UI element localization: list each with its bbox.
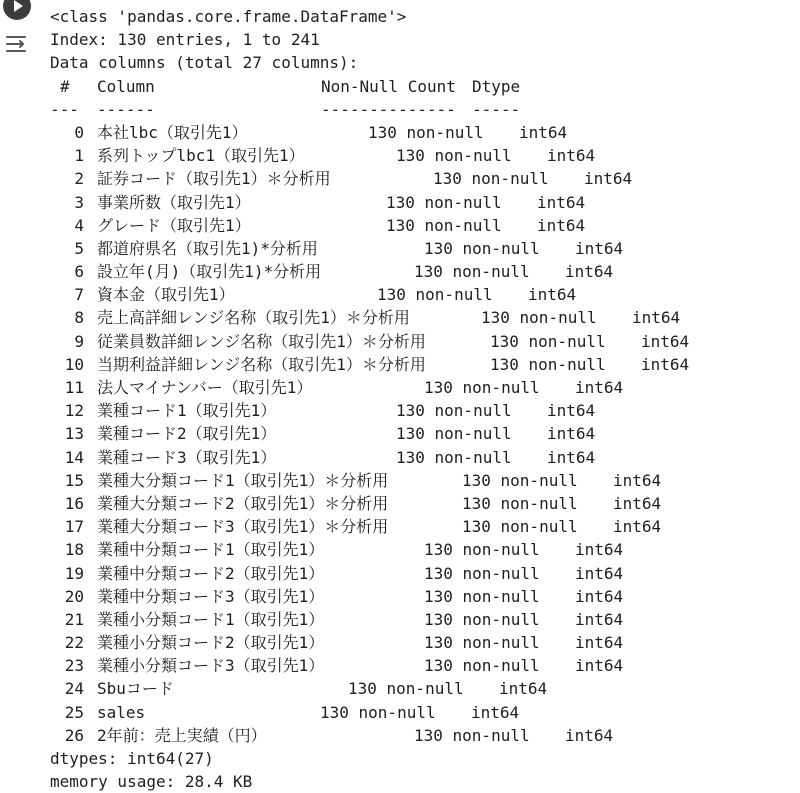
row-index: 21 xyxy=(64,609,84,629)
row-nonnull-count: 130 non-null xyxy=(424,586,540,606)
column-row xyxy=(50,399,800,422)
row-index: 24 xyxy=(64,679,84,699)
row-nonnull-count: 130 non-null xyxy=(490,331,606,351)
row-column-name: 業種コード2（取引先1） xyxy=(97,424,277,444)
output-actions-icon xyxy=(5,33,31,57)
row-nonnull-count: 130 non-null xyxy=(424,563,540,583)
row-dtype: int64 xyxy=(565,262,614,282)
row-dtype: int64 xyxy=(613,493,662,513)
columns-summary-line: Data columns (total 27 columns): xyxy=(50,53,359,73)
column-row xyxy=(50,121,800,144)
row-column-name: 売上高詳細レンジ名称（取引先1）＊分析用 xyxy=(97,308,410,328)
separator-nonnull: -------------- xyxy=(321,99,456,119)
row-dtype: int64 xyxy=(632,308,681,328)
column-row xyxy=(50,585,800,608)
row-nonnull-count: 130 non-null xyxy=(424,238,540,258)
row-dtype: int64 xyxy=(575,586,624,606)
row-index: 13 xyxy=(64,424,84,444)
column-row xyxy=(50,562,800,585)
row-column-name: グレード（取引先1） xyxy=(97,215,251,235)
index-line: Index: 130 entries, 1 to 241 xyxy=(50,30,320,50)
row-column-name: 証券コード（取引先1）＊分析用 xyxy=(97,169,331,189)
row-nonnull-count: 130 non-null xyxy=(424,656,540,676)
column-row xyxy=(50,515,800,538)
row-nonnull-count: 130 non-null xyxy=(377,285,493,305)
row-column-name: 2年前：売上実績（円） xyxy=(97,725,267,745)
column-row xyxy=(50,677,800,700)
row-index: 14 xyxy=(64,447,84,467)
table-separator xyxy=(50,98,800,121)
row-index: 9 xyxy=(74,331,84,351)
column-row xyxy=(50,446,800,469)
row-dtype: int64 xyxy=(528,285,577,305)
dtypes-line: dtypes: int64(27) xyxy=(50,749,214,768)
row-index: 16 xyxy=(64,493,84,513)
row-index: 19 xyxy=(64,563,84,583)
separator-column: ------ xyxy=(97,99,155,119)
row-column-name: 業種小分類コード2（取引先1） xyxy=(97,633,325,653)
row-index: 10 xyxy=(64,354,84,374)
row-nonnull-count: 130 non-null xyxy=(433,169,549,189)
row-dtype: int64 xyxy=(547,424,596,444)
row-column-name: 業種中分類コード1（取引先1） xyxy=(97,540,325,560)
row-column-name: 業種大分類コード3（取引先1）＊分析用 xyxy=(97,517,389,537)
row-index: 22 xyxy=(64,633,84,653)
row-dtype: int64 xyxy=(547,146,596,166)
column-row xyxy=(50,608,800,631)
column-row xyxy=(50,260,800,283)
row-dtype: int64 xyxy=(537,192,586,212)
column-row xyxy=(50,237,800,260)
row-column-name: 事業所数（取引先1） xyxy=(97,192,251,212)
row-index: 18 xyxy=(64,540,84,560)
row-column-name: 系列トップlbc1（取引先1） xyxy=(97,146,305,166)
row-column-name: Sbuコード xyxy=(97,679,174,699)
column-row xyxy=(50,191,800,214)
row-nonnull-count: 130 non-null xyxy=(424,540,540,560)
row-nonnull-count: 130 non-null xyxy=(424,609,540,629)
column-row xyxy=(50,631,800,654)
row-column-name: 法人マイナンバー（取引先1） xyxy=(97,378,313,397)
row-column-name: 業種大分類コード1（取引先1）＊分析用 xyxy=(97,470,389,490)
row-dtype: int64 xyxy=(584,169,633,189)
row-dtype: int64 xyxy=(575,563,624,583)
row-nonnull-count: 130 non-null xyxy=(462,470,578,490)
row-nonnull-count: 130 non-null xyxy=(481,308,597,328)
row-nonnull-count: 130 non-null xyxy=(396,447,512,467)
column-row xyxy=(50,492,800,515)
row-nonnull-count: 130 non-null xyxy=(414,725,530,745)
separator-dtype: ----- xyxy=(472,99,521,119)
row-dtype: int64 xyxy=(575,540,624,560)
run-cell-button[interactable] xyxy=(3,0,31,20)
row-nonnull-count: 130 non-null xyxy=(386,215,502,235)
row-dtype: int64 xyxy=(547,401,596,421)
row-nonnull-count: 130 non-null xyxy=(320,702,436,722)
row-index: 20 xyxy=(64,586,84,606)
row-dtype: int64 xyxy=(613,517,662,537)
row-index: 1 xyxy=(74,146,84,166)
column-row xyxy=(50,724,800,747)
column-rows xyxy=(50,121,800,747)
row-dtype: int64 xyxy=(641,331,690,351)
row-nonnull-count: 130 non-null xyxy=(424,378,540,397)
column-row xyxy=(50,214,800,237)
cell-output xyxy=(50,5,800,793)
row-dtype: int64 xyxy=(565,725,614,745)
row-dtype: int64 xyxy=(613,470,662,490)
row-column-name: 資本金（取引先1） xyxy=(97,285,235,305)
column-row xyxy=(50,654,800,677)
row-index: 26 xyxy=(64,725,84,745)
row-column-name: sales xyxy=(97,702,146,722)
row-index: 2 xyxy=(74,169,84,189)
column-row xyxy=(50,167,800,190)
memory-usage-line: memory usage: 28.4 KB xyxy=(50,772,253,792)
row-index: 25 xyxy=(64,702,84,722)
row-index: 17 xyxy=(64,517,84,537)
column-row xyxy=(50,330,800,353)
row-dtype: int64 xyxy=(499,679,548,699)
row-column-name: 業種中分類コード2（取引先1） xyxy=(97,563,325,583)
row-dtype: int64 xyxy=(519,122,568,142)
row-dtype: int64 xyxy=(575,238,624,258)
column-row xyxy=(50,283,800,306)
cell-gutter xyxy=(0,0,40,793)
row-index: 8 xyxy=(74,308,84,328)
row-nonnull-count: 130 non-null xyxy=(348,679,464,699)
row-nonnull-count: 130 non-null xyxy=(462,517,578,537)
play-icon xyxy=(3,0,31,20)
row-nonnull-count: 130 non-null xyxy=(490,354,606,374)
row-column-name: 業種小分類コード3（取引先1） xyxy=(97,656,325,676)
row-column-name: 従業員数詳細レンジ名称（取引先1）＊分析用 xyxy=(97,331,426,351)
row-index: 15 xyxy=(64,470,84,490)
column-row xyxy=(50,376,800,399)
row-column-name: 業種小分類コード1（取引先1） xyxy=(97,609,325,629)
column-row xyxy=(50,353,800,376)
row-column-name: 設立年(月)（取引先1)*分析用 xyxy=(97,262,322,282)
row-column-name: 都道府県名（取引先1)*分析用 xyxy=(97,238,318,258)
row-nonnull-count: 130 non-null xyxy=(396,146,512,166)
row-index: 0 xyxy=(74,122,84,142)
row-index: 12 xyxy=(64,401,84,421)
row-dtype: int64 xyxy=(575,656,624,676)
row-nonnull-count: 130 non-null xyxy=(396,401,512,421)
row-dtype: int64 xyxy=(575,633,624,653)
header-nonnull: Non-Null Count xyxy=(321,76,456,96)
row-nonnull-count: 130 non-null xyxy=(368,122,484,142)
row-dtype: int64 xyxy=(471,702,520,722)
row-nonnull-count: 130 non-null xyxy=(414,262,530,282)
row-nonnull-count: 130 non-null xyxy=(462,493,578,513)
row-nonnull-count: 130 non-null xyxy=(424,633,540,653)
row-index: 7 xyxy=(74,285,84,305)
row-dtype: int64 xyxy=(547,447,596,467)
row-column-name: 当期利益詳細レンジ名称（取引先1）＊分析用 xyxy=(97,354,426,374)
column-row xyxy=(50,538,800,561)
table-header xyxy=(50,75,800,98)
row-index: 6 xyxy=(74,262,84,282)
row-column-name: 本社lbc（取引先1） xyxy=(97,122,248,142)
row-index: 23 xyxy=(64,656,84,676)
row-dtype: int64 xyxy=(575,609,624,629)
row-dtype: int64 xyxy=(641,354,690,374)
column-row xyxy=(50,701,800,724)
row-index: 4 xyxy=(74,215,84,235)
column-row xyxy=(50,422,800,445)
class-line: <class 'pandas.core.frame.DataFrame'> xyxy=(50,7,407,26)
row-dtype: int64 xyxy=(575,378,624,397)
row-dtype: int64 xyxy=(537,215,586,235)
header-dtype: Dtype xyxy=(472,76,521,96)
separator-num: --- xyxy=(50,99,79,119)
column-row xyxy=(50,144,800,167)
row-column-name: 業種コード1（取引先1） xyxy=(97,401,277,421)
row-nonnull-count: 130 non-null xyxy=(386,192,502,212)
row-index: 3 xyxy=(74,192,84,212)
header-column: Column xyxy=(97,76,155,96)
row-index: 5 xyxy=(74,238,84,258)
output-actions-button[interactable] xyxy=(5,33,31,57)
row-column-name: 業種中分類コード3（取引先1） xyxy=(97,586,325,606)
column-row xyxy=(50,469,800,492)
row-column-name: 業種コード3（取引先1） xyxy=(97,447,277,467)
row-nonnull-count: 130 non-null xyxy=(396,424,512,444)
row-index: 11 xyxy=(64,378,84,397)
column-row xyxy=(50,306,800,329)
header-num: # xyxy=(60,76,70,96)
row-column-name: 業種大分類コード2（取引先1）＊分析用 xyxy=(97,493,389,513)
